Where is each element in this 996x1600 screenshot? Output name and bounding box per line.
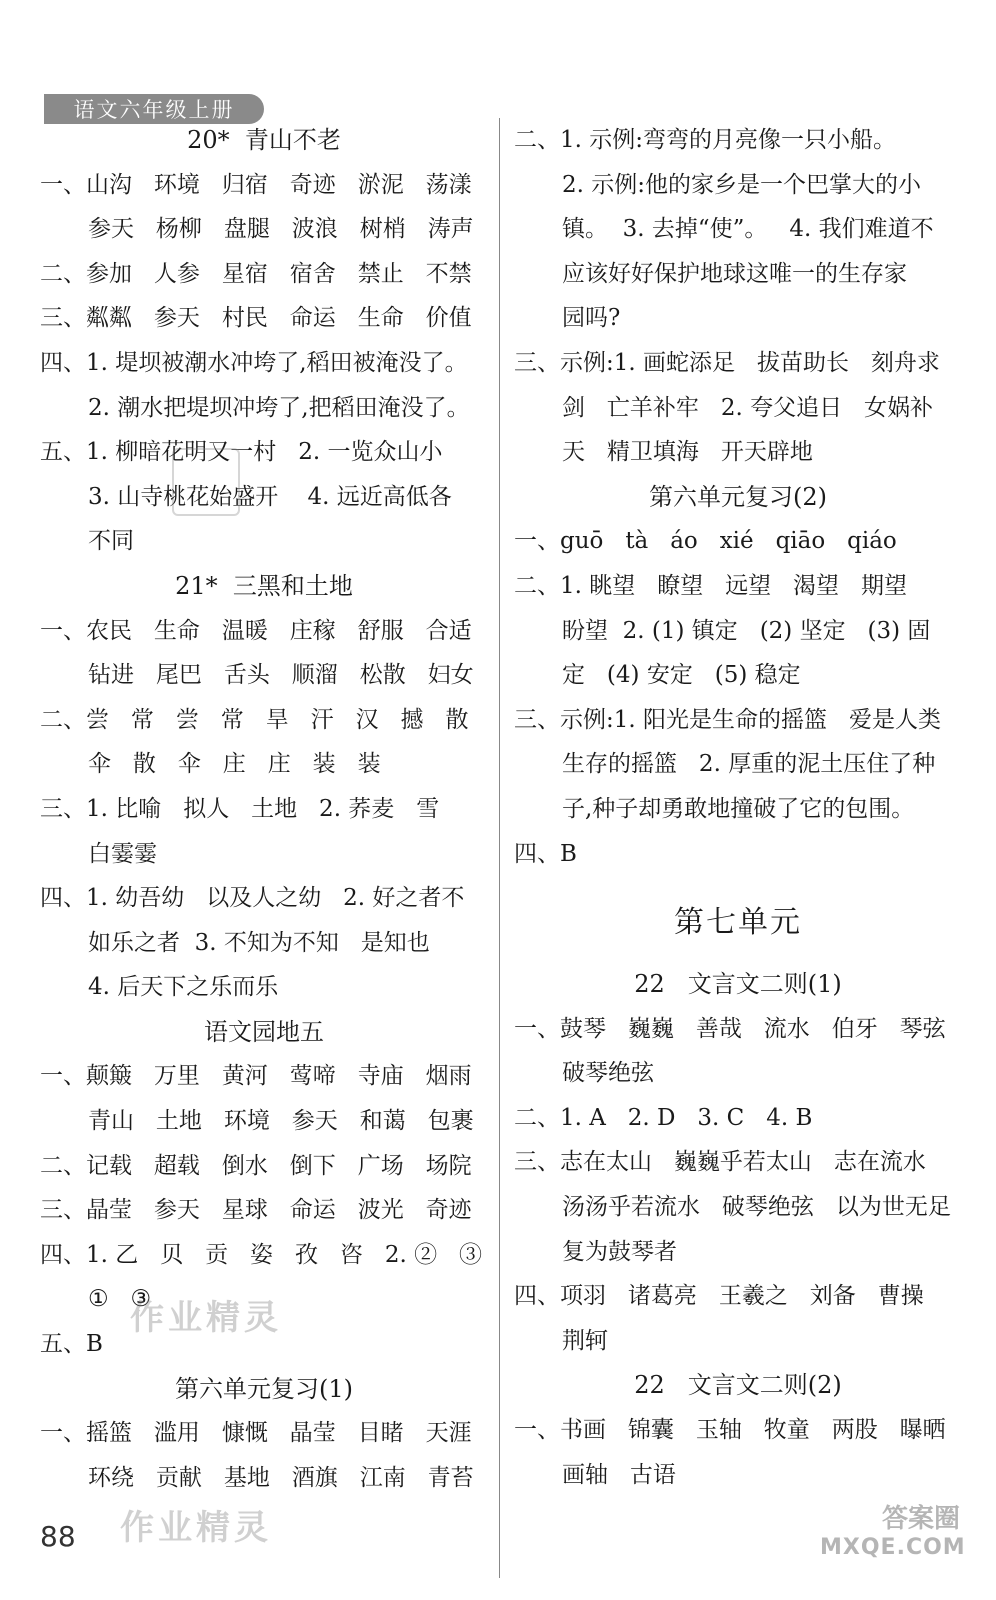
answer-line: 3. 山寺桃花始盛开 4. 远近高低各 <box>88 483 452 510</box>
answer-line: 钻进 尾巴 舌头 顺溜 松散 妇女 <box>88 662 474 689</box>
answer-line: 三、粼粼 参天 村民 命运 生命 价值 <box>40 305 472 332</box>
answer-line: 破琴绝弦 <box>562 1060 654 1087</box>
unit-heading: 第七单元 <box>674 905 802 941</box>
answer-line: 二、记载 超载 倒水 倒下 广场 场院 <box>40 1152 472 1179</box>
answer-line: 不同 <box>88 528 134 555</box>
page-number: 88 <box>40 1520 76 1553</box>
answer-line: 剑 亡羊补牢 2. 夸父追日 女娲补 <box>562 394 934 421</box>
watermark-stamp: 作业精灵 <box>130 1298 282 1338</box>
answer-line: 五、1. 柳暗花明又一村 2. 一览众山小 <box>40 439 443 466</box>
answer-line: 复为鼓琴者 <box>562 1238 677 1265</box>
answer-line: 四、B <box>514 840 577 867</box>
answer-line: 一、颠簸 万里 黄河 莺啼 寺庙 烟雨 <box>40 1063 472 1090</box>
answer-line: 一、guō tà áo xié qiāo qiáo <box>514 528 897 555</box>
section-title: 22 文言文二则(1) <box>634 970 842 999</box>
answer-line: 青山 土地 环境 参天 和蔼 包裹 <box>88 1108 474 1135</box>
answer-line: 三、志在太山 巍巍乎若太山 志在流水 <box>514 1149 926 1176</box>
section-title: 22 文言文二则(2) <box>634 1371 842 1400</box>
answer-line: 荆轲 <box>562 1327 608 1354</box>
answer-line: 如乐之者 3. 不知为不知 是知也 <box>88 929 430 956</box>
answer-line: 子,种子却勇敢地撞破了它的包围。 <box>562 795 915 822</box>
answer-line: 应该好好保护地球这唯一的生存家 <box>562 260 907 287</box>
answer-line: ① ③ <box>88 1286 152 1313</box>
answer-line: 2. 示例:他的家乡是一个巴掌大的小 <box>562 171 922 198</box>
answer-line: 二、1. A 2. D 3. C 4. B <box>514 1104 813 1131</box>
answer-line: 四、1. 幼吾幼 以及人之幼 2. 好之者不 <box>40 885 465 912</box>
answer-line: 一、山沟 环境 归宿 奇迹 淤泥 荡漾 <box>40 171 472 198</box>
answer-line: 画轴 古语 <box>562 1461 676 1488</box>
answer-line: 四、1. 堤坝被潮水冲垮了,稻田被淹没了。 <box>40 349 468 376</box>
corner-watermark-logo <box>820 1498 966 1560</box>
section-title: 语文园地五 <box>204 1017 324 1046</box>
answer-line: 参天 杨柳 盘腿 波浪 树梢 涛声 <box>88 216 474 243</box>
answer-line: 二、参加 人参 星宿 宿舍 禁止 不禁 <box>40 260 472 287</box>
answer-line: 三、晶莹 参天 星球 命运 波光 奇迹 <box>40 1197 472 1224</box>
column-divider <box>499 118 500 1578</box>
answer-line: 一、鼓琴 巍巍 善哉 流水 伯牙 琴弦 <box>514 1015 946 1042</box>
right-column <box>514 118 962 1497</box>
answer-line: 二、1. 示例:弯弯的月亮像一只小船。 <box>514 127 897 153</box>
answer-line: 四、1. 乙 贝 贡 姿 孜 咨 2. ② ③ <box>40 1241 483 1268</box>
answer-line: 二、1. 眺望 瞭望 远望 渴望 期望 <box>514 572 907 599</box>
corner-domain: MXQE.COM <box>820 1535 966 1560</box>
section-title: 21* 三黑和土地 <box>175 571 353 600</box>
answer-line: 四、项羽 诸葛亮 王羲之 刘备 曹操 <box>514 1283 924 1310</box>
answer-line: 天 精卫填海 开天辟地 <box>562 439 813 466</box>
answer-line: 汤汤乎若流水 破琴绝弦 以为世无足 <box>562 1194 951 1221</box>
answer-line: 园吗? <box>562 305 621 332</box>
answer-line: 五、B <box>40 1331 103 1358</box>
answer-line: 一、农民 生命 温暖 庄稼 舒服 合适 <box>40 617 472 644</box>
answer-line: 白霎霎 <box>88 840 157 867</box>
corner-brand: 答案圈 <box>881 1504 960 1534</box>
answer-line: 定 (4) 安定 (5) 稳定 <box>562 662 801 689</box>
section-title: 20* 青山不老 <box>187 126 341 154</box>
answer-line: 三、示例:1. 画蛇添足 拔苗助长 刻舟求 <box>514 349 940 376</box>
answer-line: 一、摇篮 滥用 慷慨 晶莹 目睹 天涯 <box>40 1420 472 1447</box>
answer-line: 生存的摇篮 2. 厚重的泥土压住了种 <box>562 751 936 778</box>
answer-line: 盼望 2. (1) 镇定 (2) 坚定 (3) 固 <box>562 617 931 644</box>
section-title: 第六单元复习(1) <box>175 1374 353 1403</box>
answer-line: 镇。 3. 去掉“使”。 4. 我们难道不 <box>562 216 934 243</box>
answer-line: 一、书画 锦囊 玉轴 牧童 两股 曝晒 <box>514 1417 946 1444</box>
answer-line: 二、尝 常 尝 常 旱 汗 汉 撼 散 <box>40 706 469 733</box>
answer-line: 环绕 贡献 基地 酒旗 江南 青苔 <box>88 1464 474 1491</box>
book-title-tab: 语文六年级上册 <box>44 94 264 124</box>
answer-line: 伞 散 伞 庄 庄 装 装 <box>88 751 381 778</box>
answer-line: 4. 后天下之乐而乐 <box>88 974 279 1001</box>
watermark-seal <box>172 448 240 516</box>
answer-line: 三、1. 比喻 拟人 土地 2. 荞麦 雪 <box>40 795 440 822</box>
section-title: 第六单元复习(2) <box>649 482 827 511</box>
answer-line: 三、示例:1. 阳光是生命的摇篮 爱是人类 <box>514 706 941 733</box>
answer-line: 2. 潮水把堤坝冲垮了,把稻田淹没了。 <box>88 394 470 421</box>
watermark-stamp: 作业精灵 <box>120 1508 272 1548</box>
